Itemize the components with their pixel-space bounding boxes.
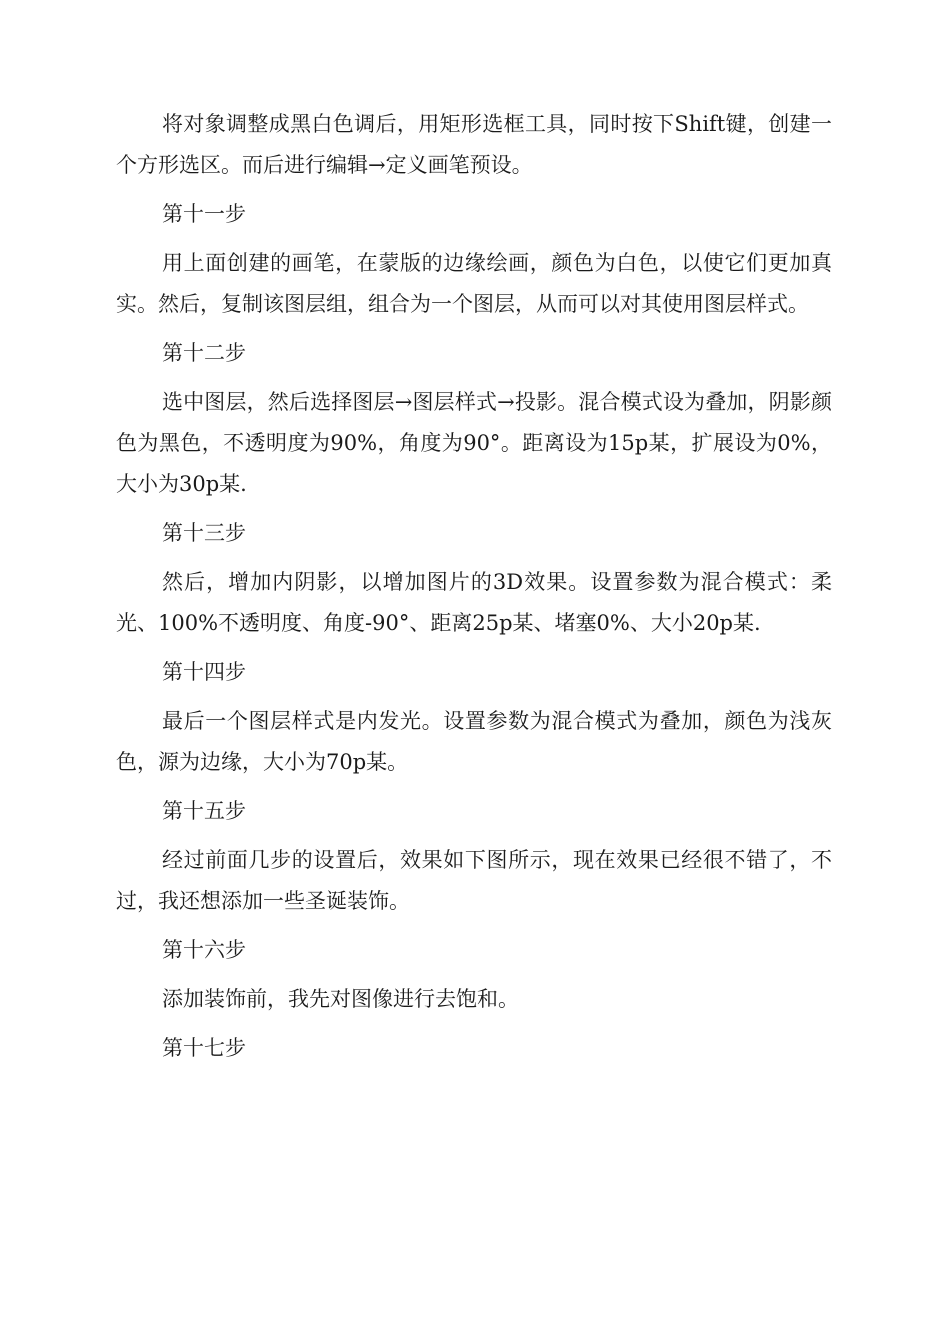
heading-step-11: 第十一步	[162, 202, 246, 226]
paragraph-step14-body: 最后一个图层样式是内发光。设置参数为混合模式为叠加，颜色为浅灰色，源为边缘，大小为70p某。	[116, 709, 832, 774]
heading-step-17: 第十七步	[162, 1036, 246, 1060]
paragraph-step10-body: 将对象调整成黑白色调后，用矩形选框工具，同时按下Shift键，创建一个方形选区。而后进行编辑→定义画笔预设。	[116, 112, 832, 177]
heading-step-16: 第十六步	[162, 938, 246, 962]
heading-step-12: 第十二步	[162, 341, 246, 365]
heading-step-14: 第十四步	[162, 660, 246, 684]
paragraph-step13-body: 然后，增加内阴影，以增加图片的3D效果。设置参数为混合模式：柔光、100%不透明度、角度-90°、距离25p某、堵塞0%、大小20p某.	[116, 570, 832, 635]
heading-step-13: 第十三步	[162, 521, 246, 545]
paragraph-step11-body: 用上面创建的画笔，在蒙版的边缘绘画，颜色为白色，以使它们更加真实。然后，复制该图层组，组合为一个图层，从而可以对其使用图层样式。	[116, 251, 832, 316]
heading-step-15: 第十五步	[162, 799, 246, 823]
paragraph-step16-body: 添加装饰前，我先对图像进行去饱和。	[162, 987, 519, 1011]
paragraph-step12-body: 选中图层，然后选择图层→图层样式→投影。混合模式设为叠加，阴影颜色为黑色，不透明度为90%，角度为90°。距离设为15p某，扩展设为0%，大小为30p某.	[116, 390, 832, 496]
paragraph-step15-body: 经过前面几步的设置后，效果如下图所示，现在效果已经很不错了，不过，我还想添加一些圣诞装饰。	[116, 848, 832, 913]
